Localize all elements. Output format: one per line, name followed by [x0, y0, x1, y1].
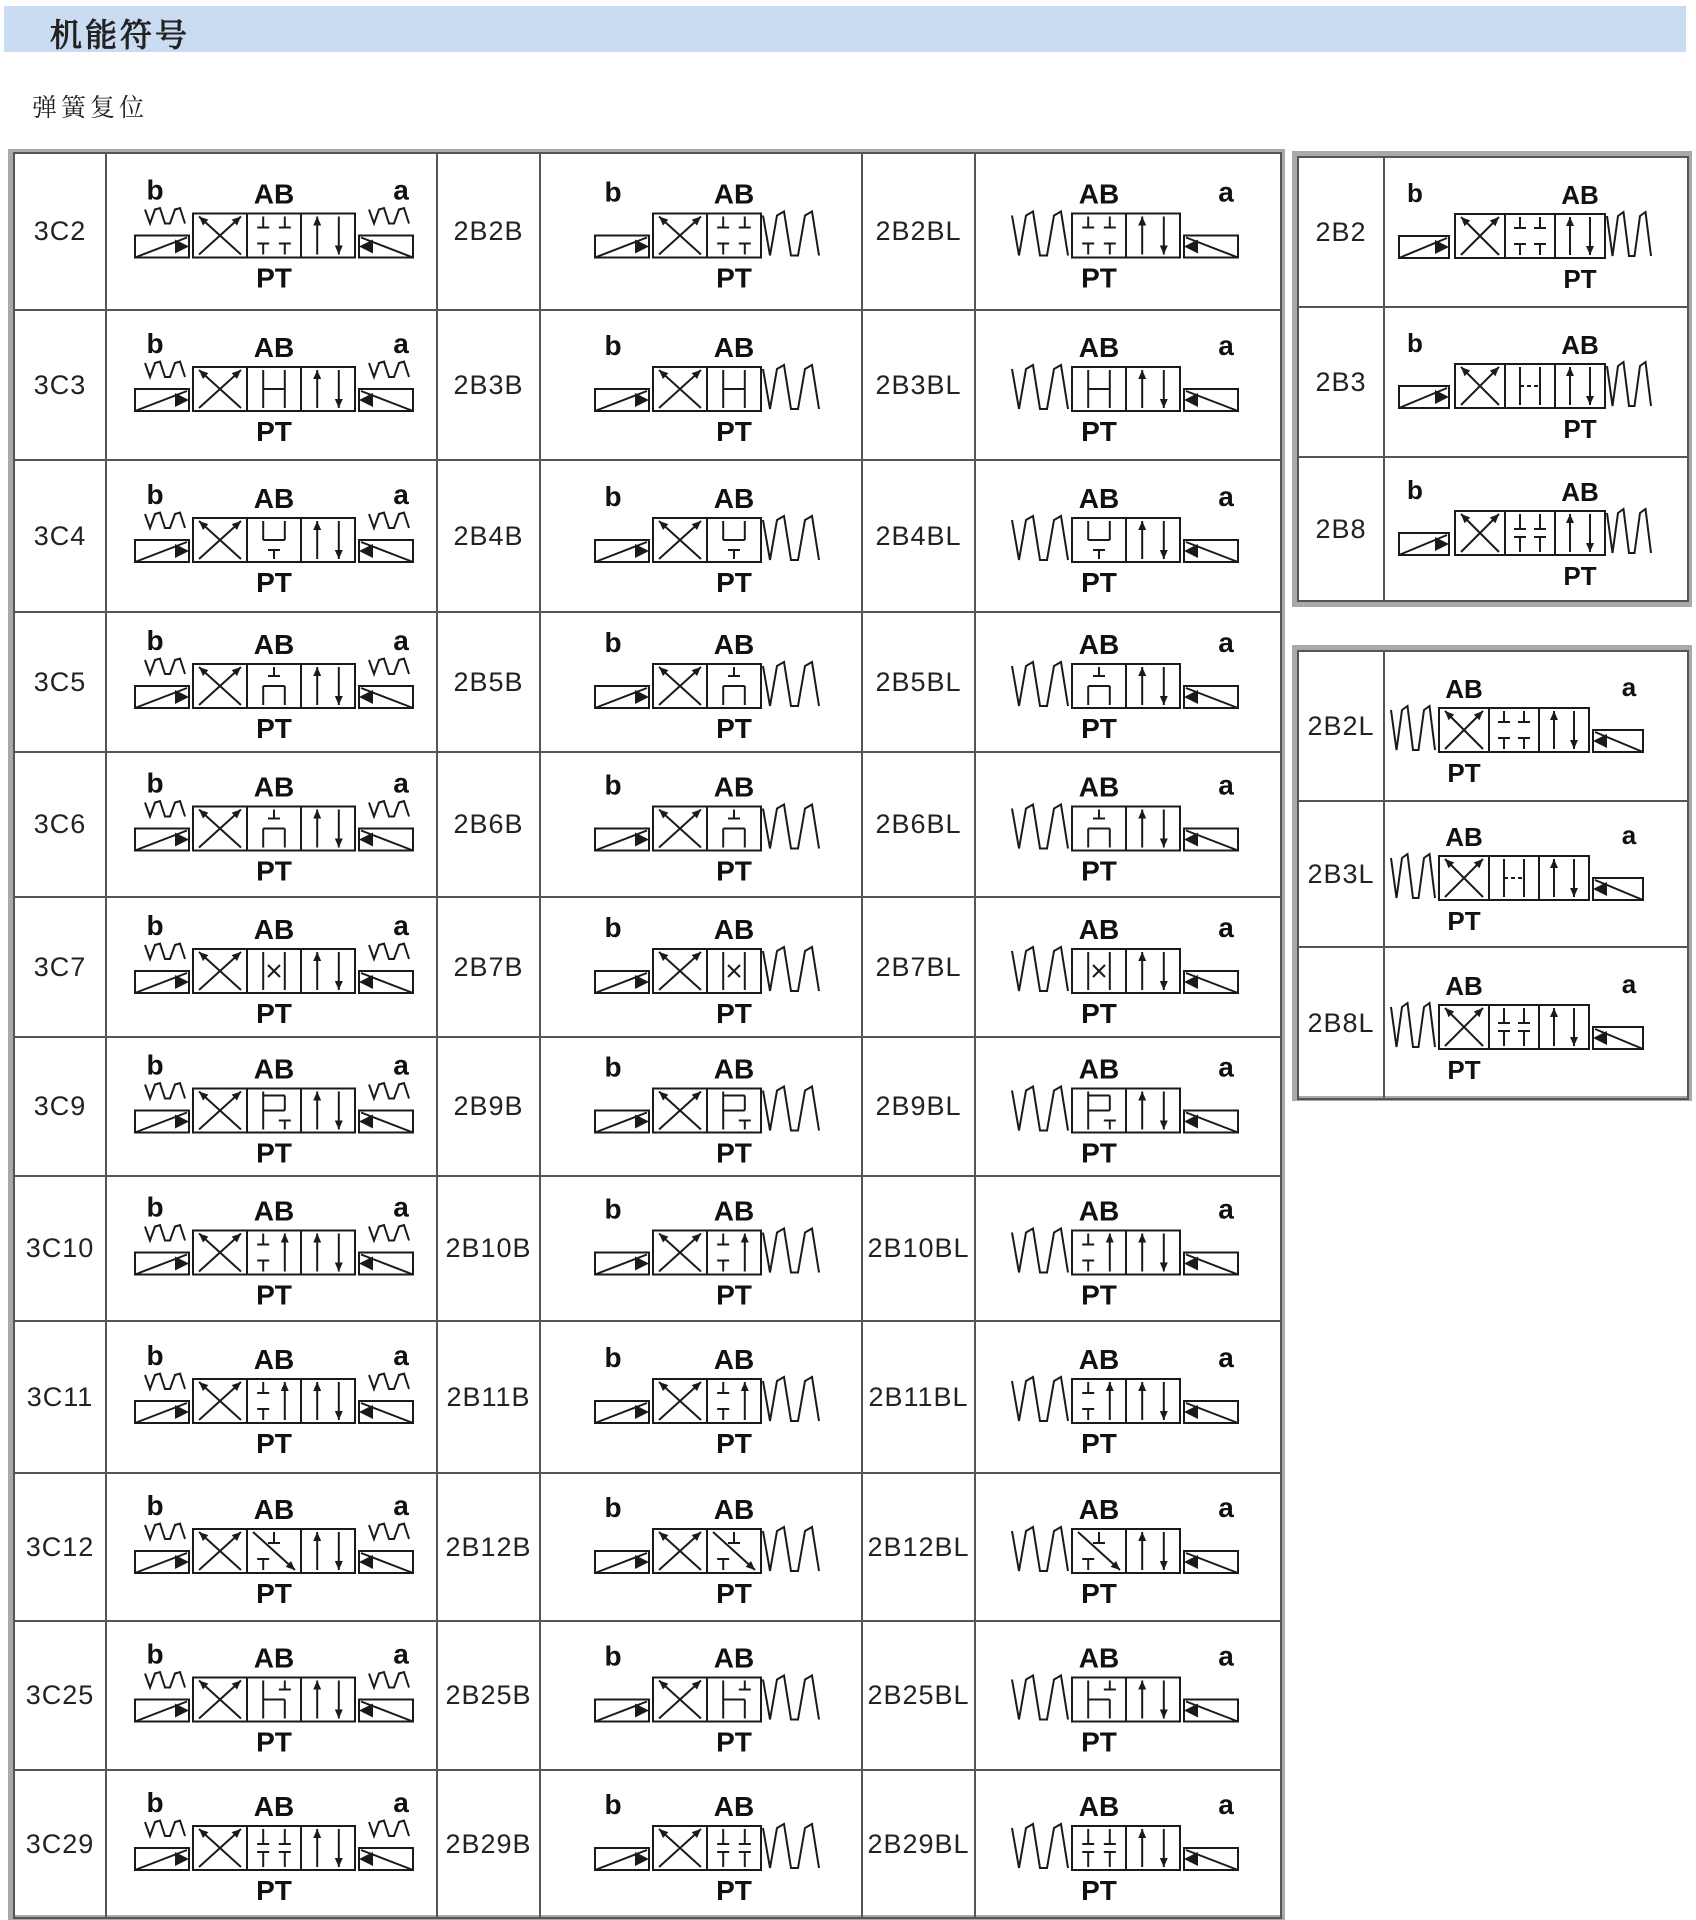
- valve-symbol-3c: [107, 899, 436, 1035]
- model-code-bl: 2B7BL: [862, 897, 975, 1037]
- model-code-3c: 3C6: [14, 752, 106, 897]
- port-label-bottom: PT: [1081, 1137, 1117, 1169]
- model-code-bl: 2B2BL: [862, 153, 975, 310]
- model-code-bl: 2B9BL: [862, 1037, 975, 1176]
- port-label-b: b: [146, 767, 164, 799]
- main-symbol-table: [13, 152, 1282, 1919]
- model-code-side-l: 2B2L: [1298, 651, 1384, 801]
- port-label-b: b: [604, 912, 622, 943]
- model-code-bl: 2B12BL: [862, 1473, 975, 1621]
- section-header-bar: [4, 6, 1686, 52]
- port-label-b: b: [604, 176, 622, 208]
- port-label-top: AB: [253, 1791, 295, 1822]
- port-label-b: b: [604, 1789, 622, 1820]
- table-row: [14, 460, 1281, 612]
- port-label-bottom: PT: [1447, 1055, 1481, 1085]
- valve-symbol-3c: [107, 1039, 436, 1174]
- port-label-b: b: [604, 1342, 622, 1373]
- port-label-a: a: [1218, 330, 1234, 361]
- valve-symbol-bl: [976, 1623, 1280, 1768]
- port-label-top: AB: [1445, 674, 1483, 704]
- port-label-b: b: [146, 328, 164, 359]
- port-label-b: b: [146, 1490, 164, 1521]
- table-row: [1298, 457, 1688, 601]
- port-label-bottom: PT: [716, 1875, 752, 1906]
- port-label-bottom: PT: [256, 1428, 292, 1459]
- model-code-3c: 3C5: [14, 612, 106, 752]
- port-label-top: AB: [253, 771, 295, 803]
- port-label-top: AB: [253, 178, 295, 210]
- model-code-bl: 2B3BL: [862, 310, 975, 460]
- port-label-bottom: PT: [716, 998, 752, 1029]
- port-label-a: a: [1621, 969, 1637, 999]
- port-label-top: AB: [713, 178, 755, 210]
- valve-symbol-bl: [976, 1178, 1280, 1319]
- symbol-cell: [540, 310, 862, 460]
- symbol-cell: [106, 1621, 437, 1770]
- valve-symbol-3c: [107, 1772, 436, 1916]
- section-title: 机能符号: [50, 16, 191, 54]
- symbol-cell: [540, 153, 862, 310]
- valve-symbol-bl: [976, 1475, 1280, 1619]
- symbol-cell: [106, 612, 437, 752]
- valve-symbol-b: [541, 1623, 861, 1768]
- model-code-bl: 2B11BL: [862, 1321, 975, 1473]
- model-code-b: 2B7B: [437, 897, 540, 1037]
- model-code-bl: 2B5BL: [862, 612, 975, 752]
- model-code-b: 2B9B: [437, 1037, 540, 1176]
- model-code-bl: 2B25BL: [862, 1621, 975, 1770]
- model-code-3c: 3C7: [14, 897, 106, 1037]
- model-code-side-l: 2B3L: [1298, 801, 1384, 947]
- model-code-3c: 3C12: [14, 1473, 106, 1621]
- model-code-b: 2B5B: [437, 612, 540, 752]
- table-row: [14, 1770, 1281, 1918]
- symbol-cell: [975, 1037, 1281, 1176]
- port-label-bottom: PT: [1081, 567, 1117, 598]
- port-label-bottom: PT: [716, 1279, 752, 1311]
- symbol-cell: [106, 153, 437, 310]
- port-label-top: AB: [253, 1053, 295, 1085]
- port-label-top: AB: [1561, 477, 1599, 507]
- port-label-a: a: [393, 625, 409, 656]
- valve-symbol-side-l: [1385, 653, 1687, 799]
- port-label-top: AB: [713, 1642, 755, 1674]
- valve-symbol-bl: [976, 1772, 1280, 1916]
- port-label-bottom: PT: [1081, 262, 1117, 294]
- port-label-top: AB: [1078, 1791, 1120, 1822]
- port-label-bottom: PT: [1081, 1428, 1117, 1459]
- table-row: [14, 1321, 1281, 1473]
- model-code-b: 2B3B: [437, 310, 540, 460]
- port-label-a: a: [393, 1638, 409, 1670]
- subtitle-spring-return: 弹簧复位: [32, 93, 149, 122]
- port-label-bottom: PT: [716, 1726, 752, 1758]
- valve-symbol-3c: [107, 1323, 436, 1471]
- port-label-bottom: PT: [1563, 561, 1597, 591]
- model-code-bl: 2B29BL: [862, 1770, 975, 1918]
- symbol-cell: [540, 460, 862, 612]
- valve-symbol-side: [1385, 159, 1687, 305]
- port-label-bottom: PT: [256, 567, 292, 598]
- port-label-b: b: [146, 1638, 164, 1670]
- port-label-b: b: [1407, 178, 1423, 208]
- table-row: [1298, 947, 1688, 1099]
- valve-symbol-3c: [107, 462, 436, 610]
- port-label-top: AB: [1445, 822, 1483, 852]
- port-label-top: AB: [253, 332, 295, 363]
- port-label-bottom: PT: [256, 1875, 292, 1906]
- port-label-top: AB: [713, 1791, 755, 1822]
- symbol-cell: [540, 1037, 862, 1176]
- symbol-cell: [106, 1473, 437, 1621]
- symbol-cell: [975, 1176, 1281, 1321]
- symbol-cell: [106, 310, 437, 460]
- port-label-bottom: PT: [716, 1578, 752, 1609]
- symbol-cell: [540, 1621, 862, 1770]
- port-label-bottom: PT: [1563, 264, 1597, 294]
- valve-symbol-3c: [107, 754, 436, 895]
- symbol-cell: [975, 1621, 1281, 1770]
- port-label-a: a: [393, 1340, 409, 1371]
- symbol-cell: [975, 1321, 1281, 1473]
- port-label-bottom: PT: [256, 713, 292, 744]
- symbol-cell: [975, 460, 1281, 612]
- valve-symbol-b: [541, 754, 861, 895]
- port-label-b: b: [604, 481, 622, 512]
- symbol-cell: [540, 752, 862, 897]
- valve-symbol-bl: [976, 462, 1280, 610]
- port-label-bottom: PT: [256, 855, 292, 887]
- port-label-b: b: [604, 627, 622, 658]
- port-label-b: b: [604, 330, 622, 361]
- port-label-bottom: PT: [1081, 998, 1117, 1029]
- port-label-bottom: PT: [716, 1428, 752, 1459]
- symbol-cell: [1384, 801, 1688, 947]
- symbol-cell: [106, 752, 437, 897]
- port-label-top: AB: [1445, 971, 1483, 1001]
- port-label-a: a: [1218, 1789, 1234, 1820]
- model-code-b: 2B12B: [437, 1473, 540, 1621]
- symbol-cell: [1384, 947, 1688, 1099]
- port-label-a: a: [1621, 672, 1637, 702]
- port-label-bottom: PT: [1081, 1726, 1117, 1758]
- port-label-top: AB: [713, 1494, 755, 1525]
- port-label-b: b: [146, 1191, 164, 1223]
- port-label-bottom: PT: [716, 416, 752, 447]
- port-label-bottom: PT: [256, 1726, 292, 1758]
- port-label-bottom: PT: [1081, 1578, 1117, 1609]
- model-code-b: 2B29B: [437, 1770, 540, 1918]
- port-label-a: a: [393, 767, 409, 799]
- port-label-a: a: [1621, 820, 1637, 850]
- table-row: [14, 612, 1281, 752]
- valve-symbol-b: [541, 1039, 861, 1174]
- port-label-top: AB: [1078, 332, 1120, 363]
- model-code-b: 2B2B: [437, 153, 540, 310]
- port-label-top: AB: [713, 771, 755, 803]
- valve-symbol-b: [541, 1772, 861, 1916]
- symbol-cell: [106, 1770, 437, 1918]
- port-label-b: b: [604, 769, 622, 801]
- port-label-b: b: [1407, 475, 1423, 505]
- port-label-top: AB: [713, 1053, 755, 1085]
- model-code-side: 2B3: [1298, 307, 1384, 457]
- valve-symbol-bl: [976, 1323, 1280, 1471]
- symbol-cell: [106, 460, 437, 612]
- port-label-top: AB: [253, 1195, 295, 1227]
- valve-symbol-bl: [976, 614, 1280, 750]
- port-label-a: a: [393, 1049, 409, 1081]
- valve-symbol-bl: [976, 312, 1280, 458]
- port-label-top: AB: [1078, 629, 1120, 660]
- port-label-a: a: [393, 1787, 409, 1818]
- port-label-bottom: PT: [716, 567, 752, 598]
- port-label-a: a: [393, 328, 409, 359]
- port-label-bottom: PT: [1081, 855, 1117, 887]
- port-label-bottom: PT: [716, 1137, 752, 1169]
- valve-symbol-b: [541, 1323, 861, 1471]
- table-row: [1298, 801, 1688, 947]
- valve-symbol-3c: [107, 1178, 436, 1319]
- port-label-b: b: [146, 174, 164, 206]
- port-label-top: AB: [1078, 1494, 1120, 1525]
- port-label-top: AB: [1078, 771, 1120, 803]
- port-label-bottom: PT: [256, 998, 292, 1029]
- port-label-top: AB: [713, 629, 755, 660]
- port-label-bottom: PT: [256, 1578, 292, 1609]
- port-label-b: b: [146, 1340, 164, 1371]
- port-label-top: AB: [713, 1344, 755, 1375]
- port-label-b: b: [604, 1193, 622, 1225]
- symbol-cell: [540, 897, 862, 1037]
- valve-symbol-side: [1385, 459, 1687, 599]
- port-label-b: b: [146, 479, 164, 510]
- port-label-top: AB: [253, 914, 295, 945]
- model-code-b: 2B4B: [437, 460, 540, 612]
- symbol-cell: [975, 752, 1281, 897]
- symbol-cell: [106, 897, 437, 1037]
- symbol-cell: [975, 1770, 1281, 1918]
- port-label-a: a: [1218, 1492, 1234, 1523]
- symbol-cell: [975, 897, 1281, 1037]
- table-row: [14, 897, 1281, 1037]
- port-label-a: a: [393, 479, 409, 510]
- symbol-cell: [975, 612, 1281, 752]
- model-code-3c: 3C10: [14, 1176, 106, 1321]
- model-code-b: 2B25B: [437, 1621, 540, 1770]
- port-label-a: a: [393, 1191, 409, 1223]
- port-label-top: AB: [253, 483, 295, 514]
- model-code-3c: 3C25: [14, 1621, 106, 1770]
- model-code-bl: 2B4BL: [862, 460, 975, 612]
- port-label-a: a: [1218, 1051, 1234, 1083]
- symbol-cell: [540, 1321, 862, 1473]
- valve-symbol-side-l: [1385, 803, 1687, 945]
- port-label-b: b: [604, 1051, 622, 1083]
- port-label-bottom: PT: [1563, 414, 1597, 444]
- port-label-top: AB: [1078, 1344, 1120, 1375]
- port-label-top: AB: [713, 483, 755, 514]
- table-row: [14, 1473, 1281, 1621]
- model-code-3c: 3C4: [14, 460, 106, 612]
- port-label-b: b: [146, 625, 164, 656]
- symbol-cell: [106, 1176, 437, 1321]
- model-code-side: 2B2: [1298, 157, 1384, 307]
- port-label-bottom: PT: [1081, 416, 1117, 447]
- port-label-top: AB: [1078, 914, 1120, 945]
- port-label-a: a: [1218, 176, 1234, 208]
- valve-symbol-bl: [976, 155, 1280, 308]
- table-row: [1298, 651, 1688, 801]
- symbol-cell: [1384, 651, 1688, 801]
- port-label-a: a: [1218, 1342, 1234, 1373]
- table-row: [14, 752, 1281, 897]
- model-code-b: 2B11B: [437, 1321, 540, 1473]
- port-label-b: b: [1407, 328, 1423, 358]
- symbol-cell: [975, 153, 1281, 310]
- port-label-a: a: [393, 174, 409, 206]
- model-code-3c: 3C2: [14, 153, 106, 310]
- symbol-cell: [106, 1037, 437, 1176]
- model-code-b: 2B10B: [437, 1176, 540, 1321]
- port-label-bottom: PT: [716, 713, 752, 744]
- port-label-top: AB: [1078, 1053, 1120, 1085]
- table-row: [1298, 157, 1688, 307]
- model-code-3c: 3C9: [14, 1037, 106, 1176]
- valve-symbol-bl: [976, 899, 1280, 1035]
- port-label-top: AB: [1561, 330, 1599, 360]
- port-label-a: a: [1218, 769, 1234, 801]
- symbol-cell: [975, 310, 1281, 460]
- port-label-bottom: PT: [1081, 713, 1117, 744]
- port-label-a: a: [393, 1490, 409, 1521]
- port-label-top: AB: [253, 1494, 295, 1525]
- port-label-bottom: PT: [716, 262, 752, 294]
- valve-symbol-side-l: [1385, 949, 1687, 1097]
- port-label-top: AB: [253, 1642, 295, 1674]
- model-code-3c: 3C11: [14, 1321, 106, 1473]
- port-label-a: a: [1218, 627, 1234, 658]
- port-label-b: b: [146, 910, 164, 941]
- symbol-cell: [540, 1473, 862, 1621]
- table-row: [14, 310, 1281, 460]
- port-label-bottom: PT: [716, 855, 752, 887]
- side-symbol-table-1: [1297, 156, 1689, 602]
- port-label-bottom: PT: [256, 416, 292, 447]
- valve-symbol-b: [541, 155, 861, 308]
- valve-symbol-side: [1385, 309, 1687, 455]
- port-label-bottom: PT: [256, 1279, 292, 1311]
- port-label-b: b: [604, 1492, 622, 1523]
- valve-symbol-b: [541, 1475, 861, 1619]
- symbol-cell: [1384, 307, 1688, 457]
- table-row: [14, 1621, 1281, 1770]
- symbol-cell: [975, 1473, 1281, 1621]
- model-code-b: 2B6B: [437, 752, 540, 897]
- port-label-top: AB: [1078, 178, 1120, 210]
- port-label-top: AB: [713, 1195, 755, 1227]
- table-row: [14, 1037, 1281, 1176]
- valve-symbol-b: [541, 462, 861, 610]
- port-label-b: b: [146, 1049, 164, 1081]
- table-row: [14, 153, 1281, 310]
- valve-symbol-bl: [976, 754, 1280, 895]
- model-code-bl: 2B6BL: [862, 752, 975, 897]
- port-label-b: b: [146, 1787, 164, 1818]
- port-label-top: AB: [713, 914, 755, 945]
- port-label-bottom: PT: [256, 1137, 292, 1169]
- port-label-top: AB: [1561, 180, 1599, 210]
- model-code-side-l: 2B8L: [1298, 947, 1384, 1099]
- port-label-top: AB: [1078, 1642, 1120, 1674]
- valve-symbol-bl: [976, 1039, 1280, 1174]
- port-label-bottom: PT: [256, 262, 292, 294]
- valve-symbol-b: [541, 1178, 861, 1319]
- port-label-top: AB: [713, 332, 755, 363]
- port-label-top: AB: [253, 629, 295, 660]
- model-code-side: 2B8: [1298, 457, 1384, 601]
- valve-symbol-3c: [107, 312, 436, 458]
- table-row: [1298, 307, 1688, 457]
- port-label-a: a: [393, 910, 409, 941]
- symbol-cell: [540, 612, 862, 752]
- side-symbol-table-2: [1297, 650, 1689, 1100]
- model-code-3c: 3C29: [14, 1770, 106, 1918]
- port-label-bottom: PT: [1081, 1875, 1117, 1906]
- port-label-bottom: PT: [1447, 906, 1481, 936]
- valve-symbol-3c: [107, 155, 436, 308]
- symbol-cell: [106, 1321, 437, 1473]
- table-row: [14, 1176, 1281, 1321]
- port-label-top: AB: [1078, 483, 1120, 514]
- symbol-cell: [1384, 157, 1688, 307]
- valve-symbol-3c: [107, 1475, 436, 1619]
- symbol-cell: [540, 1176, 862, 1321]
- port-label-top: AB: [1078, 1195, 1120, 1227]
- port-label-top: AB: [253, 1344, 295, 1375]
- port-label-a: a: [1218, 481, 1234, 512]
- valve-symbol-b: [541, 614, 861, 750]
- port-label-a: a: [1218, 1640, 1234, 1672]
- model-code-3c: 3C3: [14, 310, 106, 460]
- port-label-b: b: [604, 1640, 622, 1672]
- port-label-a: a: [1218, 1193, 1234, 1225]
- valve-symbol-b: [541, 899, 861, 1035]
- valve-symbol-3c: [107, 1623, 436, 1768]
- model-code-bl: 2B10BL: [862, 1176, 975, 1321]
- symbol-cell: [1384, 457, 1688, 601]
- valve-symbol-b: [541, 312, 861, 458]
- symbol-cell: [540, 1770, 862, 1918]
- port-label-bottom: PT: [1081, 1279, 1117, 1311]
- port-label-a: a: [1218, 912, 1234, 943]
- port-label-bottom: PT: [1447, 758, 1481, 788]
- valve-symbol-3c: [107, 614, 436, 750]
